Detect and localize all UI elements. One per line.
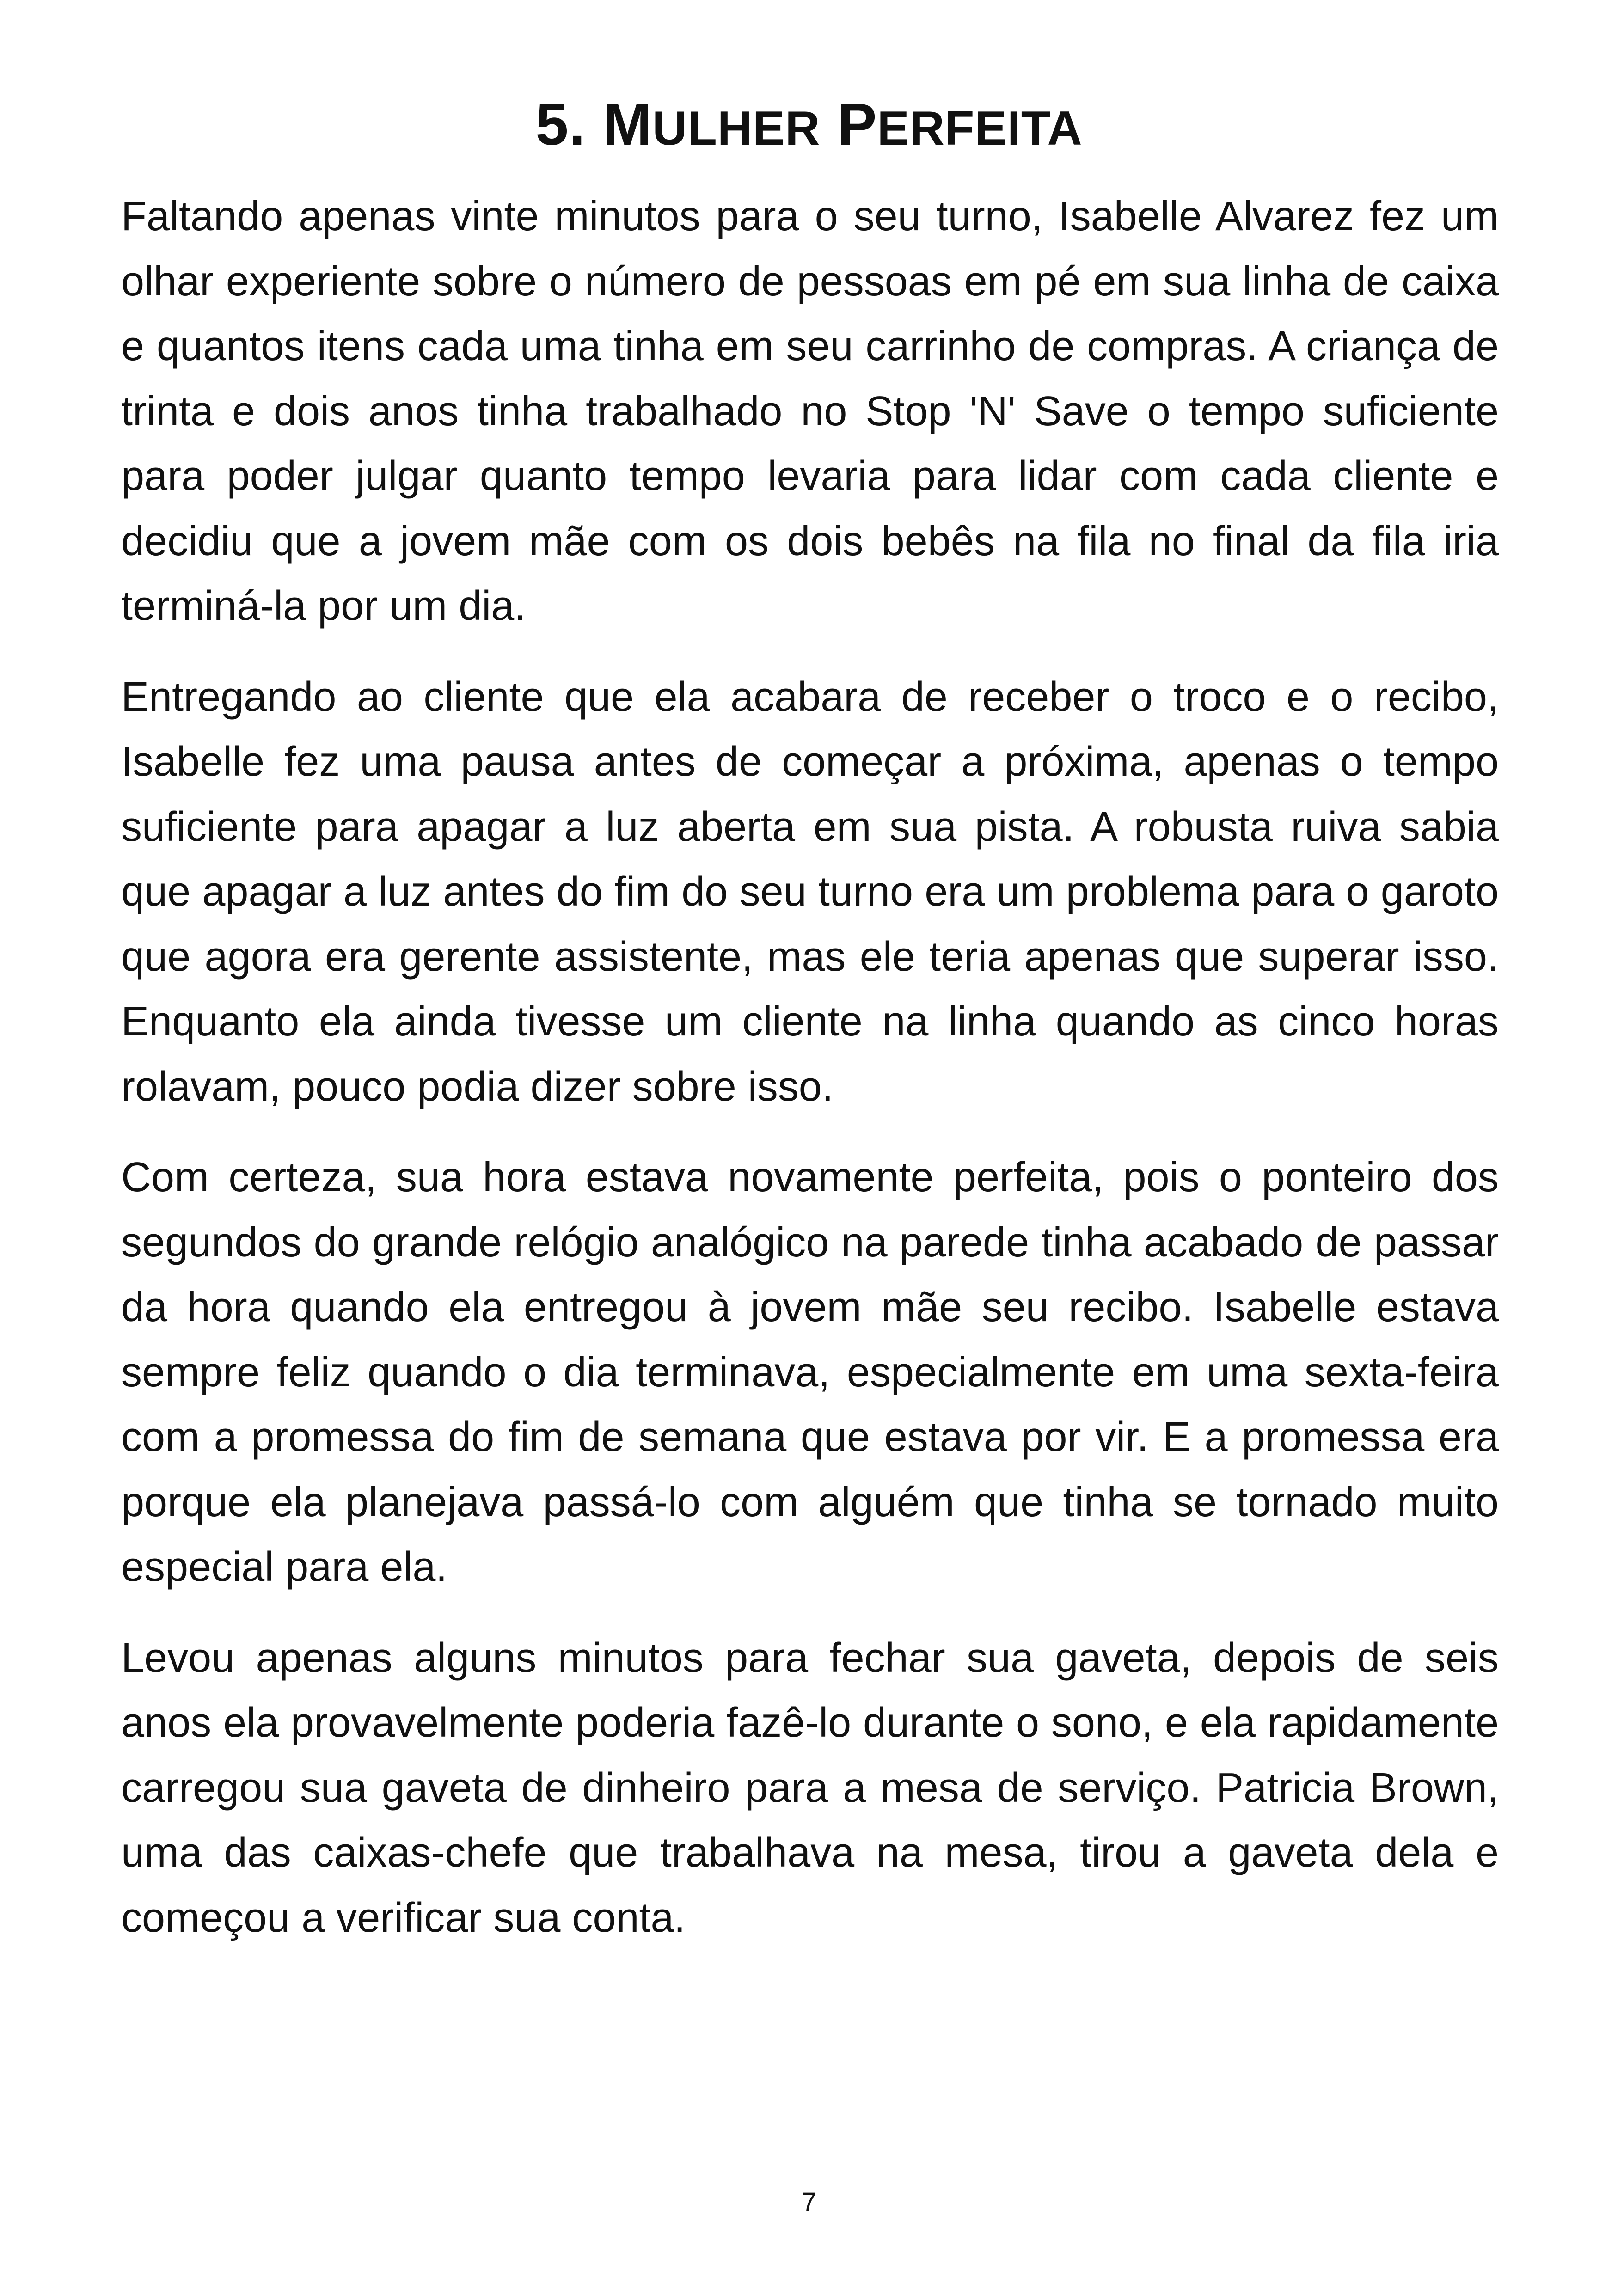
chapter-title bbox=[0, 90, 1618, 163]
body-text bbox=[121, 184, 1499, 1976]
paragraph-2: Entregando ao cliente que ela acabara de receber o troco e o recibo, Isabelle fez uma pausa antes de começar a próxima, apenas o tempo suficiente para apagar a luz aberta em sua pista. A robusta ruiva sabia que apagar a luz antes do fim do seu turno era um problema para o garoto que agora era gerente assistente, mas ele teria apenas que superar isso. Enquanto ela ainda tivesse um cliente na linha quando as cinco horas rolavam, pouco podia dizer sobre isso. bbox=[121, 673, 1499, 1110]
title-word1-rest: ULHER bbox=[652, 102, 821, 155]
paragraph-1: Faltando apenas vinte minutos para o seu turno, Isabelle Alvarez fez um olhar experiente sobre o número de pessoas em pé em sua linha de caixa e quantos itens cada uma tinha em seu carrinho de compras. A criança de trinta e dois anos tinha trabalhado no Stop 'N' Save o tempo suficiente para poder julgar quanto tempo levaria para lidar com cada cliente e decidiu que a jovem mãe com os dois bebês na fila no final da fila iria terminá-la por um dia. bbox=[121, 193, 1499, 629]
chapter-number: 5. bbox=[535, 92, 586, 158]
page-number: 7 bbox=[801, 2187, 817, 2217]
paragraph-3: Com certeza, sua hora estava novamente perfeita, pois o ponteiro dos segundos do grande relógio analógico na parede tinha acabado de passar da hora quando ela entregou à jovem mãe seu recibo. Isabelle estava sempre feliz quando o dia terminava, especialmente em uma sexta-feira com a promessa do fim de semana que estava por vir. E a promessa era porque ela planejava passá-lo com alguém que tinha se tornado muito especial para ela. bbox=[121, 1154, 1499, 1590]
title-word1-initial: M bbox=[602, 92, 653, 158]
title-word2-rest: ERFEITA bbox=[877, 102, 1083, 155]
paragraph-4: Levou apenas alguns minutos para fechar sua gaveta, depois de seis anos ela provavelmente poderia fazê-lo durante o sono, e ela rapidamente carregou sua gaveta de dinheiro para a mesa de serviço. Patricia Brown, uma das caixas-chefe que trabalhava na mesa, tirou a gaveta dela e começou a verificar sua conta. bbox=[121, 1635, 1499, 1941]
title-word2-initial: P bbox=[837, 92, 877, 158]
